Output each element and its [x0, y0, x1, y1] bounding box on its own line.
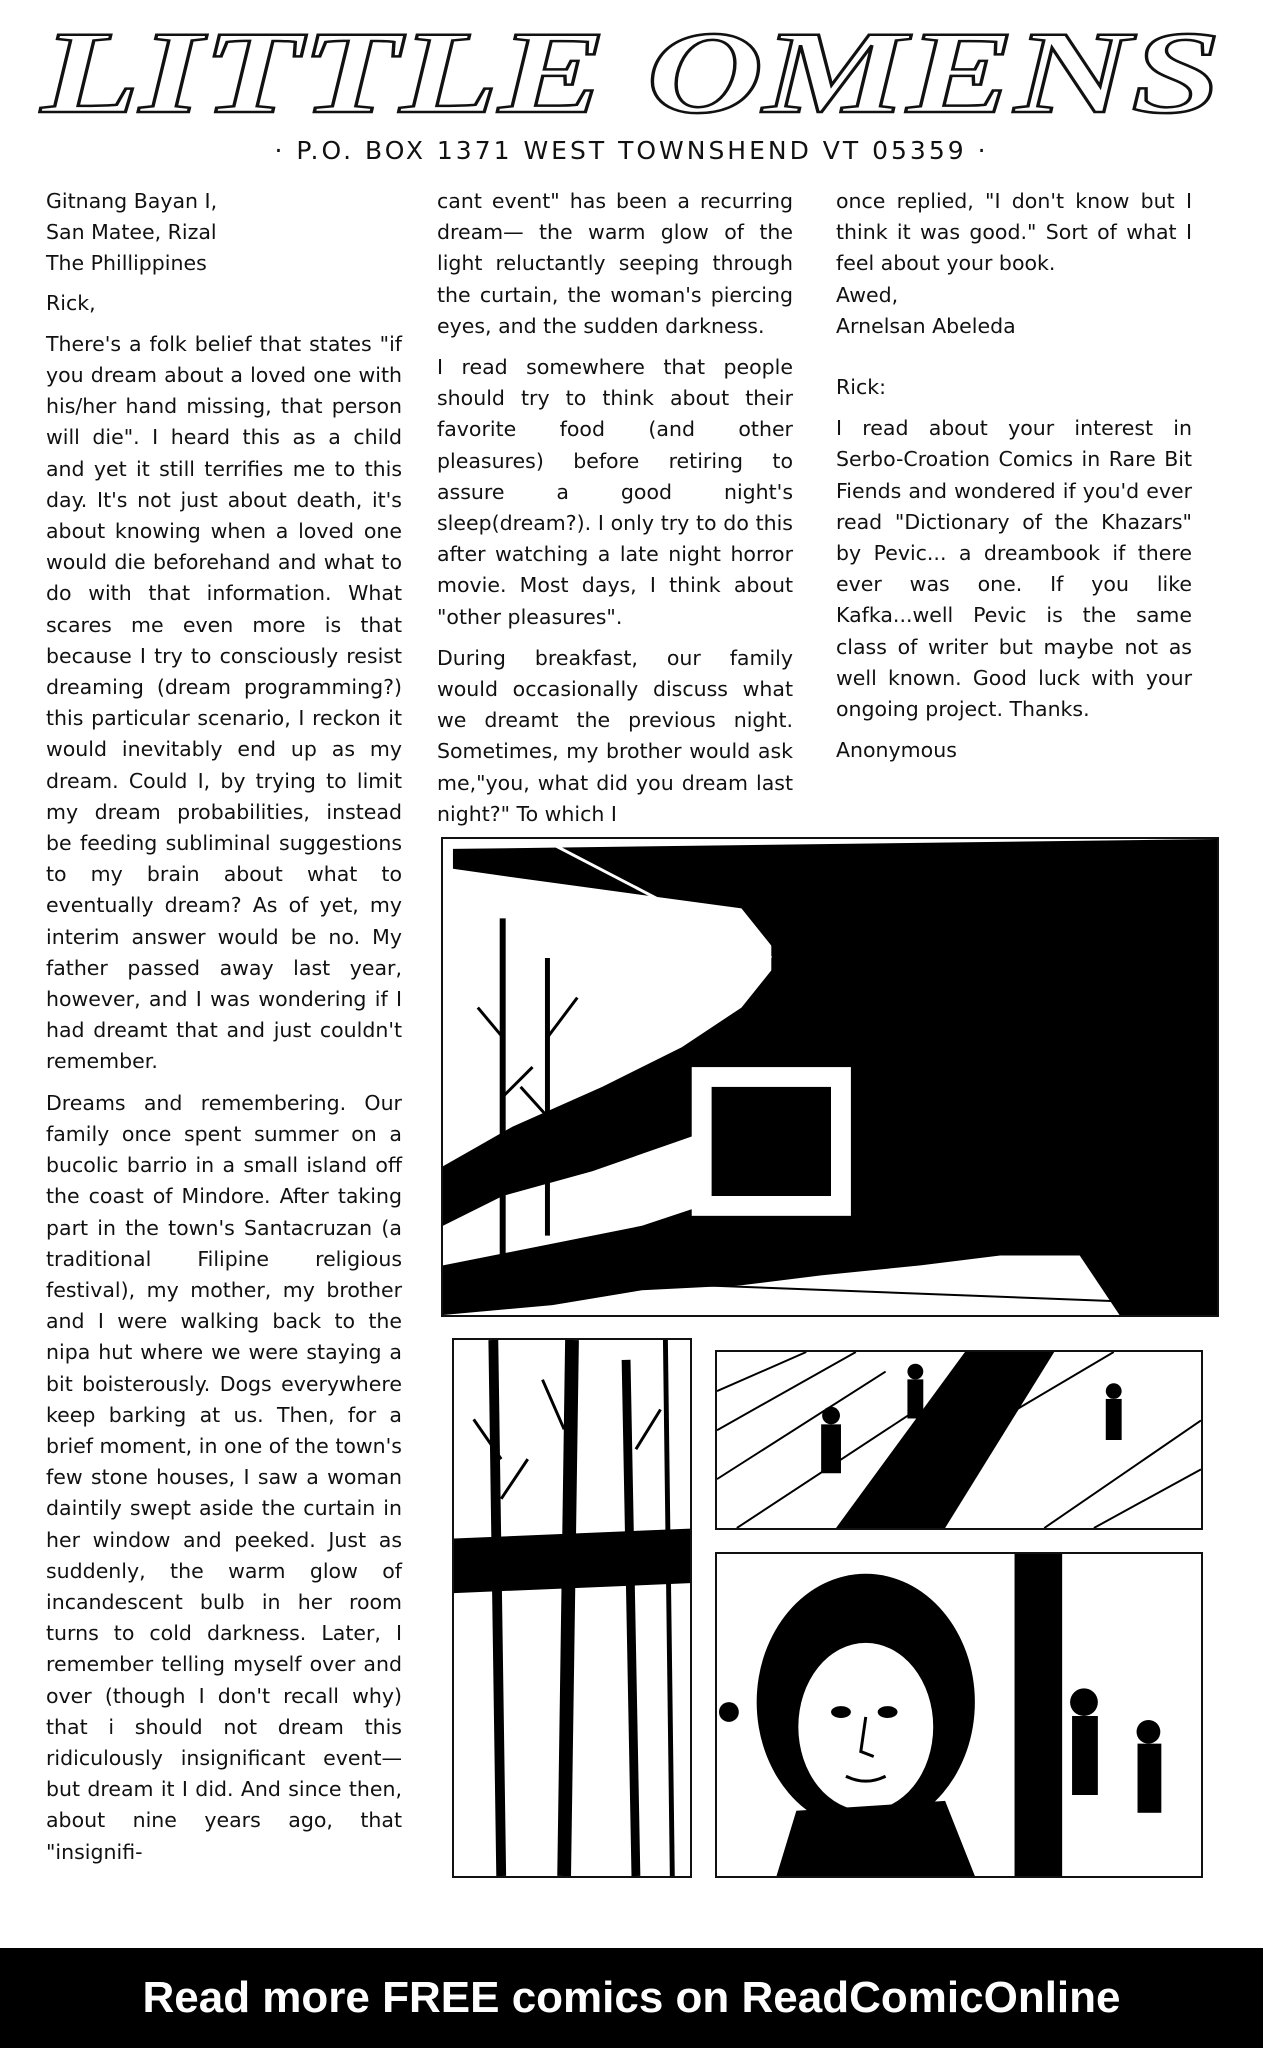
comic-panel-trees [452, 1338, 692, 1878]
column-middle [437, 186, 793, 840]
letter-signature: Anonymous [836, 738, 957, 763]
comic-panel-road [715, 1350, 1203, 1530]
trees-illustration [454, 1340, 690, 1876]
address-line: San Matee, Rizal [46, 220, 217, 245]
letter-salutation: Rick, [46, 290, 96, 315]
letter-paragraph: I read about your interest in Serbo-Croation Comics in Rare Bit Fiends and wondered if you'd ever read "Dictionary of the Khazars" by Pevic... a dreambook if there ever was one. If you like Kafka...well Pevic is the same class of writer but maybe not as well known. Good luck with your ongoing project. Thanks. [836, 416, 1192, 722]
letter-paragraph: During breakfast, our family would occasionally discuss what we dreamt the previous night. Sometimes, my brother would ask me,"you, what did you dream last night?" To which I [437, 645, 793, 826]
letter-signature: Arnelsan Abeleda [836, 313, 1016, 338]
house-illustration [443, 839, 1217, 1315]
letter-salutation: Rick: [836, 375, 886, 400]
sender-address [46, 186, 402, 280]
mailing-address: · P.O. BOX 1371 WEST TOWNSHEND VT 05359 · [274, 136, 989, 165]
promo-banner[interactable]: Read more FREE comics on ReadComicOnline [0, 1948, 1263, 2048]
letter-paragraph: Dreams and remembering. Our family once spent summer on a bucolic barrio in a small island off the coast of Mindore. After taking part in the town's Santacruzan (a traditional Filipine religious festival), my mother, my brother and I were walking back to the nipa hut where we were staying a bit boisterously. Dogs everywhere keep barking at us. Then, for a brief moment, in one of the town's few stone houses, I saw a woman daintily swept aside the curtain in her window and peeked. Just as suddenly, the warm glow of incandescent bulb in her room turns to cold darkness. Later, I remember telling myself over and over (though I don't recall why) that i should not dream this ridiculously insignificant event—but dream it I did. And since then, about nine years ago, that "insignifi- [46, 1090, 402, 1864]
column-right [836, 186, 1192, 776]
address-line: Gitnang Bayan I, [46, 189, 218, 213]
comic-panel-house [441, 837, 1219, 1317]
title-logo [0, 0, 1263, 130]
letter-paragraph: cant event" has been a recurring dream— the warm glow of the light reluctantly seeping through the curtain, the woman's piercing eyes, and the sudden darkness. [437, 189, 793, 338]
letter-paragraph: once replied, "I don't know but I think it was good." Sort of what I feel about your book. [836, 189, 1192, 276]
road-illustration [717, 1352, 1201, 1528]
column-left [46, 186, 402, 1878]
page-title: LITTLE OMENS [39, 7, 1221, 130]
letter-paragraph: I read somewhere that people should try to think about their favorite food (and other pleasures) before retiring to assure a good night's sleep(dream?). I only try to do this after watching a late night horror movie. Most days, I think about "other pleasures". [437, 355, 793, 629]
comic-panel-face [715, 1552, 1203, 1878]
address-line: The Phillippines [46, 251, 207, 276]
letter-paragraph: There's a folk belief that states "if you dream about a loved one with his/her hand missing, that person will die". I heard this as a child and yet it still terrifies me to this day. It's not just about death, it's about knowing when a loved one would die beforehand and what to do with that information. What scares me even more is that because I try to consciously resist dreaming (dream programming?) this particular scenario, I reckon it would inevitably end up as my dream. Could I, by trying to limit my dream probabilities, instead be feeding subliminal suggestions to my brain about what to eventually dream? As of yet, my interim answer would be no. My father passed away last year, however, and I was wondering if I had dreamt that and just couldn't remember. [46, 331, 402, 1074]
face-illustration [717, 1554, 1201, 1876]
letter-closing: Awed, [836, 282, 899, 307]
